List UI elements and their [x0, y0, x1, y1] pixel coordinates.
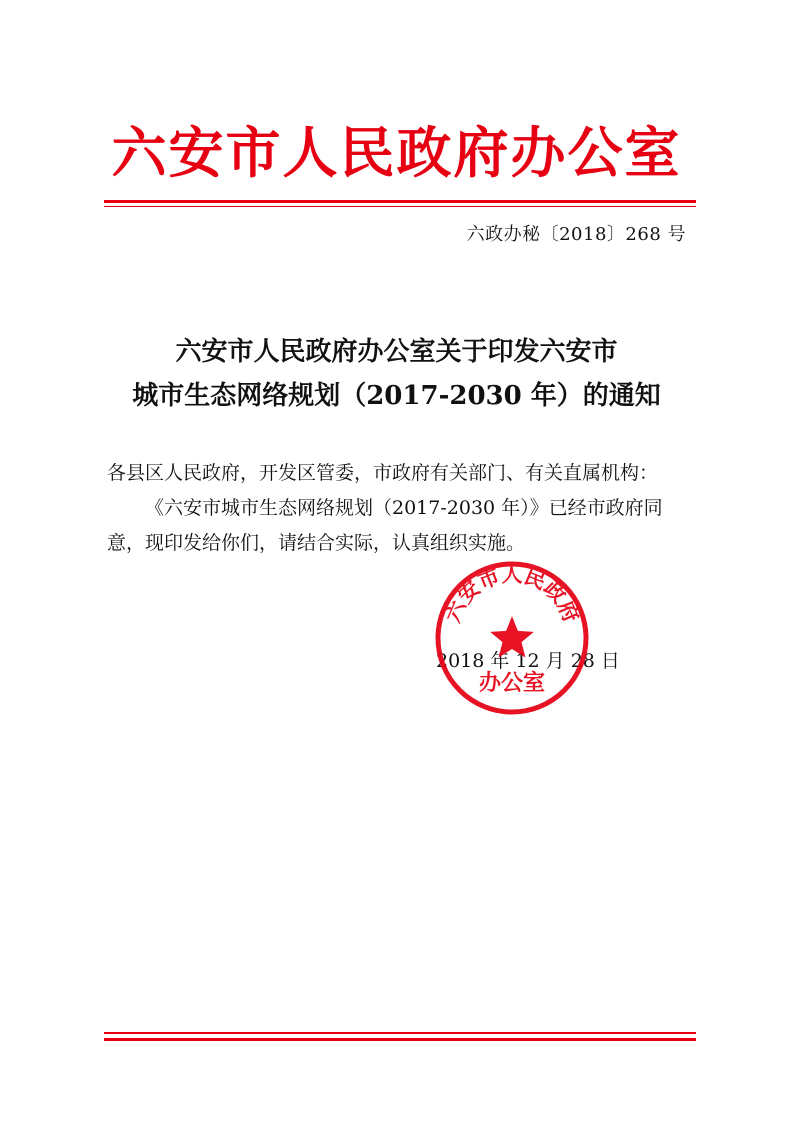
body-paragraph-line-2: 意，现印发给你们，请结合实际，认真组织实施。 [107, 532, 526, 554]
seal-bottom-text: 办公室 [478, 670, 546, 696]
document-title-line-2: 城市生态网络规划（2017-2030 年）的通知 [132, 381, 661, 411]
masthead-rule-thick [104, 200, 696, 203]
footer-rule-top [104, 1032, 696, 1034]
issue-date: 2018 年 12 月 28 日 [436, 650, 620, 672]
seal-star-icon [490, 616, 534, 658]
document-title-line-1: 六安市人民政府办公室关于印发六安市 [175, 337, 618, 367]
document-number: 六政办秘〔2018〕268 号 [466, 224, 686, 245]
footer-rule-bottom [104, 1038, 696, 1041]
addressee-line: 各县区人民政府，开发区管委，市政府有关部门、有关直属机构： [107, 462, 659, 484]
masthead-title: 六安市人民政府办公室 [111, 120, 682, 185]
body-paragraph-line-1: 《六安市城市生态网络规划（2017-2030 年）》已经市政府同 [145, 497, 663, 519]
masthead-rule-thin [104, 206, 696, 207]
seal-arc-text: 六安市人民政府 [439, 561, 585, 626]
official-seal [432, 558, 592, 718]
